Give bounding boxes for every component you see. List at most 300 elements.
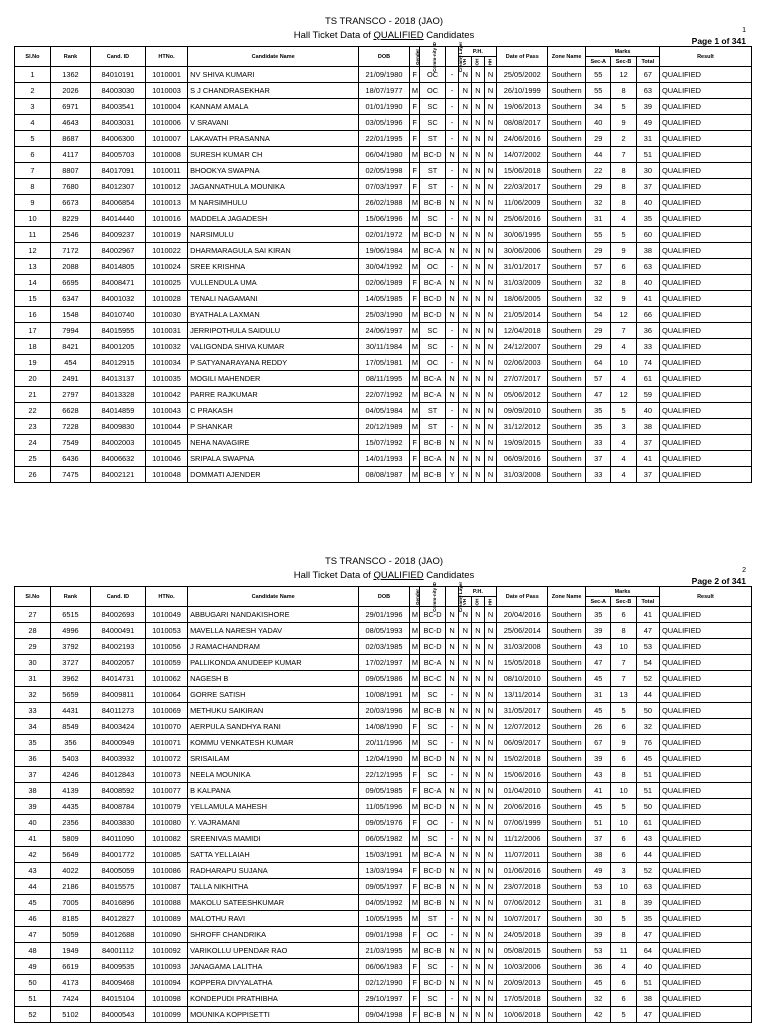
cell-hh: N xyxy=(484,211,497,227)
cell-result: QUALIFIED xyxy=(659,227,751,243)
cell-secb: 8 xyxy=(611,83,636,99)
cell-slno: 4 xyxy=(15,115,51,131)
column-header-rank: Rank xyxy=(50,587,90,607)
column-header-community: Comm-nity ID xyxy=(420,587,445,607)
cell-total: 33 xyxy=(636,339,659,355)
cell-hh: N xyxy=(484,639,497,655)
cell-zone: Southern xyxy=(548,895,586,911)
cell-vh: N xyxy=(459,655,472,671)
column-header-dob: DOB xyxy=(359,587,410,607)
cell-zone: Southern xyxy=(548,451,586,467)
cell-htno: 1010024 xyxy=(145,259,187,275)
cell-slno: 19 xyxy=(15,355,51,371)
cell-gender: F xyxy=(409,927,420,943)
cell-community: SC xyxy=(420,767,445,783)
cell-gender: M xyxy=(409,323,420,339)
cell-total: 39 xyxy=(636,895,659,911)
cell-secb: 4 xyxy=(611,451,636,467)
cell-rank: 2356 xyxy=(50,815,90,831)
cell-seca: 35 xyxy=(586,607,611,623)
cell-cand: 84001205 xyxy=(91,339,146,355)
column-header-total: Total xyxy=(636,597,659,607)
column-header-marks: Marks xyxy=(586,587,660,597)
table-row xyxy=(15,243,752,259)
cell-total: 37 xyxy=(636,467,659,483)
table-row xyxy=(15,339,752,355)
cell-dob: 14/08/1990 xyxy=(359,719,410,735)
cell-zone: Southern xyxy=(548,607,586,623)
cell-rank: 7424 xyxy=(50,991,90,1007)
cell-htno: 1010086 xyxy=(145,863,187,879)
cell-result: QUALIFIED xyxy=(659,147,751,163)
cell-cand: 84003031 xyxy=(91,115,146,131)
cell-slno: 35 xyxy=(15,735,51,751)
cell-dob: 24/06/1997 xyxy=(359,323,410,339)
report-subtitle: Hall Ticket Data of QUALIFIED Candidates xyxy=(293,30,475,41)
cell-gender: M xyxy=(409,831,420,847)
cell-secb: 6 xyxy=(611,259,636,275)
table-row xyxy=(15,831,752,847)
cell-dop: 31/03/2009 xyxy=(497,275,548,291)
cell-secb: 9 xyxy=(611,735,636,751)
cell-community: SC xyxy=(420,115,445,131)
cell-slno: 37 xyxy=(15,767,51,783)
cell-rank: 2186 xyxy=(50,879,90,895)
cell-dop: 15/02/2018 xyxy=(497,751,548,767)
cell-community: BC-D xyxy=(420,607,445,623)
cell-zone: Southern xyxy=(548,275,586,291)
cell-rank: 8807 xyxy=(50,163,90,179)
cell-total: 38 xyxy=(636,419,659,435)
cell-name: JAGANNATHULA MOUNIKA xyxy=(188,179,359,195)
cell-secb: 2 xyxy=(611,131,636,147)
cell-vh: N xyxy=(459,687,472,703)
cell-zone: Southern xyxy=(548,751,586,767)
cell-slno: 15 xyxy=(15,291,51,307)
cell-hh: N xyxy=(484,991,497,1007)
cell-total: 38 xyxy=(636,991,659,1007)
cell-seca: 29 xyxy=(586,339,611,355)
cell-zone: Southern xyxy=(548,831,586,847)
cell-result: QUALIFIED xyxy=(659,355,751,371)
cell-slno: 17 xyxy=(15,323,51,339)
cell-vh: N xyxy=(459,403,472,419)
cell-dop: 24/05/2018 xyxy=(497,927,548,943)
cell-slno: 10 xyxy=(15,211,51,227)
cell-community: BC-D xyxy=(420,975,445,991)
cell-community: BC-A xyxy=(420,655,445,671)
cell-dop: 31/12/2012 xyxy=(497,419,548,435)
cell-total: 51 xyxy=(636,783,659,799)
cell-name: KANNAM AMALA xyxy=(188,99,359,115)
cell-dob: 08/08/1987 xyxy=(359,467,410,483)
cell-slno: 48 xyxy=(15,943,51,959)
cell-htno: 1010070 xyxy=(145,719,187,735)
cell-name: SREENIVAS MAMIDI xyxy=(188,831,359,847)
cell-cand: 84011090 xyxy=(91,831,146,847)
cell-result: QUALIFIED xyxy=(659,371,751,387)
cell-seca: 39 xyxy=(586,751,611,767)
cell-name: JERRIPOTHULA SAIDULU xyxy=(188,323,359,339)
cell-vh: N xyxy=(459,275,472,291)
cell-name: KONDEPUDI PRATHIBHA xyxy=(188,991,359,1007)
table-row xyxy=(15,307,752,323)
cell-secb: 10 xyxy=(611,879,636,895)
cell-cand: 84009468 xyxy=(91,975,146,991)
cell-seca: 54 xyxy=(586,307,611,323)
cell-zone: Southern xyxy=(548,307,586,323)
cell-result: QUALIFIED xyxy=(659,179,751,195)
cell-gender: F xyxy=(409,115,420,131)
cell-seca: 39 xyxy=(586,927,611,943)
cell-htno: 1010071 xyxy=(145,735,187,751)
cell-result: QUALIFIED xyxy=(659,991,751,1007)
cell-rank: 1362 xyxy=(50,67,90,83)
cell-name: MADDELA JAGADESH xyxy=(188,211,359,227)
cell-dob: 11/05/1996 xyxy=(359,799,410,815)
cell-dob: 09/01/1998 xyxy=(359,927,410,943)
cell-hh: N xyxy=(484,275,497,291)
report-subtitle: Hall Ticket Data of QUALIFIED Candidates xyxy=(293,570,475,581)
cell-creamy: - xyxy=(445,911,459,927)
cell-seca: 33 xyxy=(586,467,611,483)
cell-result: QUALIFIED xyxy=(659,895,751,911)
cell-total: 39 xyxy=(636,99,659,115)
column-header-htno: HTNo. xyxy=(145,587,187,607)
cell-creamy: - xyxy=(445,815,459,831)
cell-total: 52 xyxy=(636,671,659,687)
cell-rank: 4435 xyxy=(50,799,90,815)
cell-total: 47 xyxy=(636,1007,659,1023)
cell-total: 64 xyxy=(636,943,659,959)
cell-name: LAKAVATH PRASANNA xyxy=(188,131,359,147)
cell-community: BC-D xyxy=(420,639,445,655)
cell-dob: 02/01/1972 xyxy=(359,227,410,243)
cell-creamy: - xyxy=(445,403,459,419)
cell-htno: 1010085 xyxy=(145,847,187,863)
cell-zone: Southern xyxy=(548,371,586,387)
cell-result: QUALIFIED xyxy=(659,291,751,307)
cell-oh: N xyxy=(472,243,485,259)
cell-creamy: N xyxy=(445,703,459,719)
column-header-name: Candidate Name xyxy=(188,587,359,607)
cell-vh: N xyxy=(459,83,472,99)
cell-seca: 35 xyxy=(586,403,611,419)
cell-total: 47 xyxy=(636,927,659,943)
cell-rank: 6673 xyxy=(50,195,90,211)
cell-htno: 1010049 xyxy=(145,607,187,623)
cell-name: VARIKOLLU UPENDAR RAO xyxy=(188,943,359,959)
cell-dob: 10/05/1995 xyxy=(359,911,410,927)
cell-vh: N xyxy=(459,607,472,623)
cell-total: 60 xyxy=(636,227,659,243)
cell-hh: N xyxy=(484,339,497,355)
cell-gender: M xyxy=(409,847,420,863)
cell-vh: N xyxy=(459,195,472,211)
cell-secb: 4 xyxy=(611,959,636,975)
cell-community: BC-D xyxy=(420,799,445,815)
cell-vh: N xyxy=(459,847,472,863)
cell-oh: N xyxy=(472,467,485,483)
cell-hh: N xyxy=(484,895,497,911)
cell-cand: 84006300 xyxy=(91,131,146,147)
cell-rank: 2491 xyxy=(50,371,90,387)
column-header-dop: Date of Pass xyxy=(497,587,548,607)
cell-htno: 1010003 xyxy=(145,83,187,99)
cell-creamy: - xyxy=(445,355,459,371)
cell-dob: 22/07/1992 xyxy=(359,387,410,403)
cell-secb: 10 xyxy=(611,815,636,831)
cell-dop: 10/07/2017 xyxy=(497,911,548,927)
cell-gender: M xyxy=(409,403,420,419)
cell-dob: 08/05/1993 xyxy=(359,623,410,639)
cell-secb: 8 xyxy=(611,275,636,291)
cell-rank: 6628 xyxy=(50,403,90,419)
cell-oh: N xyxy=(472,879,485,895)
cell-htno: 1010001 xyxy=(145,67,187,83)
cell-htno: 1010012 xyxy=(145,179,187,195)
cell-community: BC-D xyxy=(420,147,445,163)
cell-oh: N xyxy=(472,195,485,211)
cell-htno: 1010056 xyxy=(145,639,187,655)
cell-rank: 4022 xyxy=(50,863,90,879)
cell-rank: 4139 xyxy=(50,783,90,799)
cell-dob: 22/12/1995 xyxy=(359,767,410,783)
cell-zone: Southern xyxy=(548,767,586,783)
table-row xyxy=(15,147,752,163)
cell-slno: 50 xyxy=(15,975,51,991)
cell-community: SC xyxy=(420,735,445,751)
cell-oh: N xyxy=(472,179,485,195)
cell-seca: 57 xyxy=(586,371,611,387)
report-title: TS TRANSCO - 2018 (JAO) xyxy=(324,556,444,567)
cell-oh: N xyxy=(472,115,485,131)
cell-total: 41 xyxy=(636,451,659,467)
cell-result: QUALIFIED xyxy=(659,323,751,339)
cell-oh: N xyxy=(472,863,485,879)
cell-hh: N xyxy=(484,703,497,719)
cell-htno: 1010079 xyxy=(145,799,187,815)
cell-community: OC xyxy=(420,815,445,831)
cell-dob: 14/05/1985 xyxy=(359,291,410,307)
cell-creamy: - xyxy=(445,131,459,147)
cell-hh: N xyxy=(484,735,497,751)
cell-name: KOPPERA DIVYALATHA xyxy=(188,975,359,991)
cell-hh: N xyxy=(484,799,497,815)
cell-creamy: N xyxy=(445,195,459,211)
cell-htno: 1010007 xyxy=(145,131,187,147)
cell-htno: 1010059 xyxy=(145,655,187,671)
cell-secb: 8 xyxy=(611,767,636,783)
cell-oh: N xyxy=(472,703,485,719)
cell-name: NARSIMULU xyxy=(188,227,359,243)
cell-dob: 09/04/1998 xyxy=(359,1007,410,1023)
cell-oh: N xyxy=(472,1007,485,1023)
cell-rank: 2026 xyxy=(50,83,90,99)
cell-total: 32 xyxy=(636,719,659,735)
cell-name: MOUNIKA KOPPISETTI xyxy=(188,1007,359,1023)
cell-rank: 4246 xyxy=(50,767,90,783)
cell-oh: N xyxy=(472,163,485,179)
cell-community: BC-B xyxy=(420,195,445,211)
table-row xyxy=(15,863,752,879)
cell-creamy: N xyxy=(445,847,459,863)
cell-result: QUALIFIED xyxy=(659,927,751,943)
column-header-vh: VH xyxy=(459,57,472,67)
cell-dop: 15/05/2018 xyxy=(497,655,548,671)
cell-name: NEHA NAVAGIRE xyxy=(188,435,359,451)
cell-zone: Southern xyxy=(548,403,586,419)
cell-result: QUALIFIED xyxy=(659,607,751,623)
cell-vh: N xyxy=(459,735,472,751)
table-row xyxy=(15,467,752,483)
cell-oh: N xyxy=(472,259,485,275)
cell-total: 35 xyxy=(636,211,659,227)
cell-zone: Southern xyxy=(548,863,586,879)
cell-total: 37 xyxy=(636,435,659,451)
cell-name: METHUKU SAIKIRAN xyxy=(188,703,359,719)
cell-total: 53 xyxy=(636,639,659,655)
table-row xyxy=(15,735,752,751)
cell-hh: N xyxy=(484,131,497,147)
cell-name: TENALI NAGAMANI xyxy=(188,291,359,307)
cell-oh: N xyxy=(472,735,485,751)
cell-vh: N xyxy=(459,435,472,451)
cell-vh: N xyxy=(459,291,472,307)
cell-community: BC-A xyxy=(420,275,445,291)
table-body xyxy=(15,67,752,483)
cell-vh: N xyxy=(459,671,472,687)
cell-result: QUALIFIED xyxy=(659,275,751,291)
cell-htno: 1010062 xyxy=(145,671,187,687)
cell-oh: N xyxy=(472,607,485,623)
cell-cand: 84001112 xyxy=(91,943,146,959)
cell-total: 59 xyxy=(636,387,659,403)
cell-vh: N xyxy=(459,179,472,195)
cell-dob: 09/05/1985 xyxy=(359,783,410,799)
cell-oh: N xyxy=(472,751,485,767)
cell-gender: M xyxy=(409,911,420,927)
cell-htno: 1010022 xyxy=(145,243,187,259)
cell-slno: 38 xyxy=(15,783,51,799)
cell-total: 41 xyxy=(636,607,659,623)
cell-creamy: - xyxy=(445,419,459,435)
table-row xyxy=(15,131,752,147)
cell-htno: 1010031 xyxy=(145,323,187,339)
table-row xyxy=(15,371,752,387)
table-row xyxy=(15,911,752,927)
cell-slno: 39 xyxy=(15,799,51,815)
cell-oh: N xyxy=(472,67,485,83)
cell-seca: 64 xyxy=(586,355,611,371)
cell-community: OC xyxy=(420,67,445,83)
cell-community: SC xyxy=(420,991,445,1007)
cell-secb: 5 xyxy=(611,799,636,815)
cell-hh: N xyxy=(484,291,497,307)
cell-result: QUALIFIED xyxy=(659,1007,751,1023)
cell-name: Y. VAJRAMANI xyxy=(188,815,359,831)
table-row xyxy=(15,751,752,767)
column-header-zone: Zone Name xyxy=(548,587,586,607)
cell-dob: 12/04/1990 xyxy=(359,751,410,767)
cell-oh: N xyxy=(472,783,485,799)
cell-zone: Southern xyxy=(548,799,586,815)
cell-secb: 8 xyxy=(611,623,636,639)
cell-dob: 22/01/1995 xyxy=(359,131,410,147)
cell-rank: 7228 xyxy=(50,419,90,435)
cell-community: SC xyxy=(420,687,445,703)
cell-dop: 18/06/2005 xyxy=(497,291,548,307)
cell-result: QUALIFIED xyxy=(659,655,751,671)
cell-result: QUALIFIED xyxy=(659,83,751,99)
cell-secb: 11 xyxy=(611,943,636,959)
cell-vh: N xyxy=(459,387,472,403)
cell-dob: 15/06/1996 xyxy=(359,211,410,227)
cell-secb: 4 xyxy=(611,371,636,387)
cell-creamy: - xyxy=(445,83,459,99)
column-header-result: Result xyxy=(659,587,751,607)
cell-zone: Southern xyxy=(548,687,586,703)
cell-creamy: - xyxy=(445,687,459,703)
cell-name: MALOTHU RAVI xyxy=(188,911,359,927)
cell-slno: 13 xyxy=(15,259,51,275)
cell-community: BC-A xyxy=(420,847,445,863)
cell-seca: 31 xyxy=(586,687,611,703)
cell-total: 40 xyxy=(636,403,659,419)
cell-gender: M xyxy=(409,387,420,403)
cell-dop: 10/03/2006 xyxy=(497,959,548,975)
cell-total: 45 xyxy=(636,751,659,767)
cell-result: QUALIFIED xyxy=(659,307,751,323)
cell-zone: Southern xyxy=(548,99,586,115)
cell-slno: 36 xyxy=(15,751,51,767)
cell-dob: 06/06/1983 xyxy=(359,959,410,975)
table-row xyxy=(15,99,752,115)
cell-seca: 36 xyxy=(586,959,611,975)
cell-rank: 8687 xyxy=(50,131,90,147)
cell-total: 50 xyxy=(636,799,659,815)
cell-secb: 3 xyxy=(611,419,636,435)
cell-zone: Southern xyxy=(548,291,586,307)
table-row xyxy=(15,719,752,735)
table-row xyxy=(15,1007,752,1023)
cell-slno: 12 xyxy=(15,243,51,259)
cell-result: QUALIFIED xyxy=(659,419,751,435)
cell-result: QUALIFIED xyxy=(659,387,751,403)
cell-result: QUALIFIED xyxy=(659,975,751,991)
cell-zone: Southern xyxy=(548,83,586,99)
cell-cand: 84012915 xyxy=(91,355,146,371)
cell-cand: 84009811 xyxy=(91,687,146,703)
cell-rank: 4117 xyxy=(50,147,90,163)
cell-name: JANAGAMA LALITHA xyxy=(188,959,359,975)
cell-slno: 28 xyxy=(15,623,51,639)
cell-oh: N xyxy=(472,623,485,639)
cell-result: QUALIFIED xyxy=(659,99,751,115)
cell-creamy: - xyxy=(445,719,459,735)
cell-total: 63 xyxy=(636,259,659,275)
cell-hh: N xyxy=(484,911,497,927)
cell-vh: N xyxy=(459,767,472,783)
cell-slno: 16 xyxy=(15,307,51,323)
cell-htno: 1010093 xyxy=(145,959,187,975)
cell-secb: 9 xyxy=(611,291,636,307)
cell-slno: 21 xyxy=(15,387,51,403)
cell-gender: F xyxy=(409,275,420,291)
cell-secb: 8 xyxy=(611,179,636,195)
cell-community: OC xyxy=(420,83,445,99)
cell-creamy: N xyxy=(445,387,459,403)
